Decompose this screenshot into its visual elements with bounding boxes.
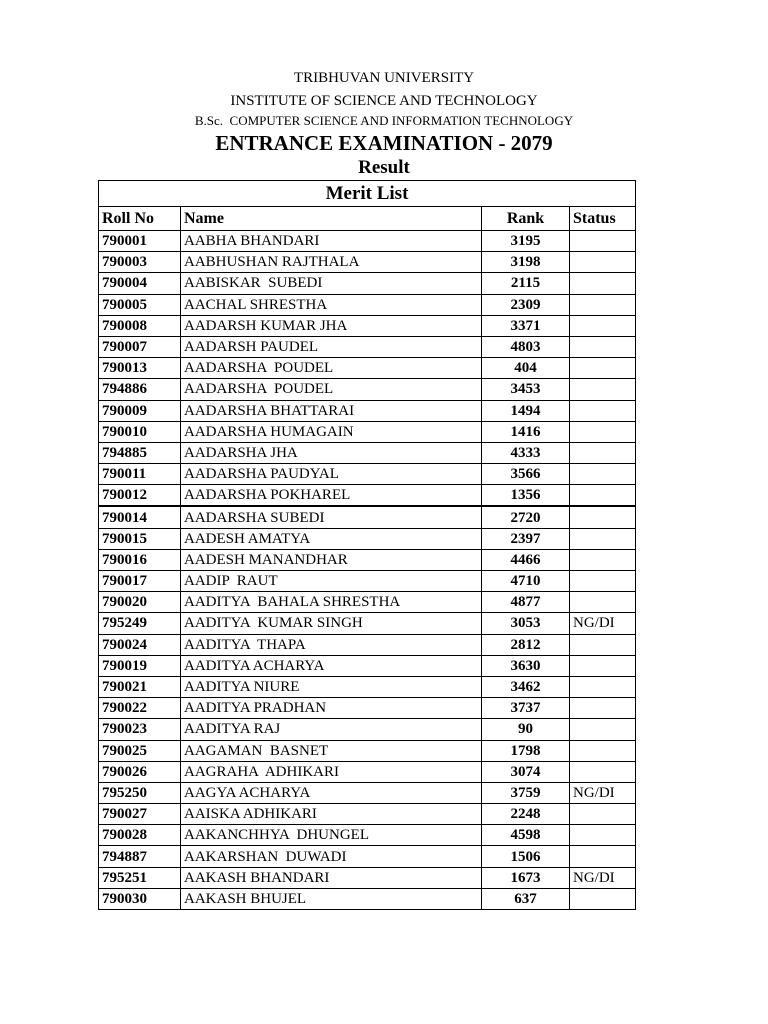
table-row	[99, 592, 636, 613]
roll-no-cell: 790001	[99, 231, 181, 252]
rank-cell: 2115	[482, 273, 570, 294]
table-row	[99, 571, 636, 592]
rank-cell: 1416	[482, 421, 570, 442]
name-cell: AADITYA THAPA	[181, 634, 482, 655]
status-cell	[570, 592, 636, 613]
roll-no-cell: 790026	[99, 761, 181, 782]
merit-list-table	[98, 180, 636, 910]
rank-cell: 3630	[482, 655, 570, 676]
roll-no-cell: 794887	[99, 846, 181, 867]
name-cell: AAKASH BHANDARI	[181, 867, 482, 888]
status-cell	[570, 571, 636, 592]
name-cell: AAKARSHAN DUWADI	[181, 846, 482, 867]
rank-cell: 404	[482, 358, 570, 379]
rank-cell: 1798	[482, 740, 570, 761]
roll-no-cell: 794886	[99, 379, 181, 400]
table-row	[99, 782, 636, 803]
roll-no-cell: 790012	[99, 485, 181, 507]
table-row	[99, 421, 636, 442]
name-cell: AADARSH PAUDEL	[181, 336, 482, 357]
rank-cell: 4710	[482, 571, 570, 592]
rank-cell: 637	[482, 888, 570, 909]
column-header-name: Name	[181, 207, 482, 231]
merit-list-title: Merit List	[99, 181, 636, 207]
status-cell	[570, 698, 636, 719]
roll-no-cell: 790014	[99, 506, 181, 528]
table-row	[99, 485, 636, 507]
status-cell	[570, 336, 636, 357]
rank-cell: 2397	[482, 528, 570, 549]
status-cell	[570, 273, 636, 294]
name-cell: AAISKA ADHIKARI	[181, 804, 482, 825]
table-row	[99, 613, 636, 634]
name-cell: AADARSHA PAUDYAL	[181, 464, 482, 485]
table-row	[99, 676, 636, 697]
status-cell	[570, 846, 636, 867]
name-cell: AADARSHA POKHAREL	[181, 485, 482, 507]
rank-cell: 4803	[482, 336, 570, 357]
status-cell	[570, 888, 636, 909]
status-cell: NG/DI	[570, 613, 636, 634]
university-name: TRIBHUVAN UNIVERSITY	[293, 70, 475, 86]
roll-no-cell: 790004	[99, 273, 181, 294]
status-cell	[570, 442, 636, 463]
roll-no-cell: 790008	[99, 315, 181, 336]
roll-no-cell: 790030	[99, 888, 181, 909]
rank-cell: 4877	[482, 592, 570, 613]
table-row	[99, 273, 636, 294]
name-cell: AADARSHA POUDEL	[181, 379, 482, 400]
status-cell	[570, 379, 636, 400]
name-cell: AADARSHA POUDEL	[181, 358, 482, 379]
table-row	[99, 231, 636, 252]
roll-no-cell: 790007	[99, 336, 181, 357]
roll-no-cell: 790027	[99, 804, 181, 825]
roll-no-cell: 794885	[99, 442, 181, 463]
rank-cell: 3462	[482, 676, 570, 697]
status-cell	[570, 485, 636, 507]
roll-no-cell: 790003	[99, 252, 181, 273]
rank-cell: 3737	[482, 698, 570, 719]
name-cell: AAGAMAN BASNET	[181, 740, 482, 761]
roll-no-cell: 790023	[99, 719, 181, 740]
table-row	[99, 655, 636, 676]
rank-cell: 2720	[482, 506, 570, 528]
name-cell: AADITYA PRADHAN	[181, 698, 482, 719]
rank-cell: 1506	[482, 846, 570, 867]
roll-no-cell: 790011	[99, 464, 181, 485]
roll-no-cell: 795249	[99, 613, 181, 634]
status-cell	[570, 506, 636, 528]
rank-cell: 1494	[482, 400, 570, 421]
table-row	[99, 294, 636, 315]
rank-cell: 4598	[482, 825, 570, 846]
roll-no-cell: 790025	[99, 740, 181, 761]
table-row	[99, 528, 636, 549]
table-row	[99, 252, 636, 273]
table-row	[99, 846, 636, 867]
status-cell	[570, 634, 636, 655]
table-row	[99, 549, 636, 570]
status-cell	[570, 231, 636, 252]
status-cell: NG/DI	[570, 867, 636, 888]
name-cell: AADARSHA JHA	[181, 442, 482, 463]
name-cell: AAGYA ACHARYA	[181, 782, 482, 803]
rank-cell: 90	[482, 719, 570, 740]
roll-no-cell: 790013	[99, 358, 181, 379]
status-cell	[570, 825, 636, 846]
name-cell: AADITYA RAJ	[181, 719, 482, 740]
rank-cell: 2812	[482, 634, 570, 655]
roll-no-cell: 790019	[99, 655, 181, 676]
status-cell	[570, 549, 636, 570]
name-cell: AABHUSHAN RAJTHALA	[181, 252, 482, 273]
roll-no-cell: 795250	[99, 782, 181, 803]
status-cell	[570, 804, 636, 825]
name-cell: AAGRAHA ADHIKARI	[181, 761, 482, 782]
table-row	[99, 336, 636, 357]
status-cell	[570, 528, 636, 549]
status-cell	[570, 358, 636, 379]
status-cell: NG/DI	[570, 782, 636, 803]
rank-cell: 4466	[482, 549, 570, 570]
name-cell: AADIP RAUT	[181, 571, 482, 592]
roll-no-cell: 790021	[99, 676, 181, 697]
table-row	[99, 804, 636, 825]
table-row	[99, 634, 636, 655]
table-row	[99, 464, 636, 485]
roll-no-cell: 790017	[99, 571, 181, 592]
name-cell: AADITYA ACHARYA	[181, 655, 482, 676]
roll-no-cell: 790016	[99, 549, 181, 570]
name-cell: AADARSH KUMAR JHA	[181, 315, 482, 336]
roll-no-cell: 790010	[99, 421, 181, 442]
name-cell: AADITYA BAHALA SHRESTHA	[181, 592, 482, 613]
name-cell: AADITYA NIURE	[181, 676, 482, 697]
status-cell	[570, 464, 636, 485]
status-cell	[570, 655, 636, 676]
status-cell	[570, 761, 636, 782]
table-row	[99, 506, 636, 528]
status-cell	[570, 252, 636, 273]
roll-no-cell: 790015	[99, 528, 181, 549]
rank-cell: 4333	[482, 442, 570, 463]
roll-no-cell: 790022	[99, 698, 181, 719]
institute-name: INSTITUTE OF SCIENCE AND TECHNOLOGY	[230, 93, 538, 109]
roll-no-cell: 795251	[99, 867, 181, 888]
rank-cell: 1356	[482, 485, 570, 507]
roll-no-cell: 790028	[99, 825, 181, 846]
rank-cell: 3453	[482, 379, 570, 400]
name-cell: AADESH AMATYA	[181, 528, 482, 549]
rank-cell: 3371	[482, 315, 570, 336]
table-row	[99, 698, 636, 719]
name-cell: AADARSHA BHATTARAI	[181, 400, 482, 421]
exam-title: ENTRANCE EXAMINATION - 2079	[215, 131, 553, 155]
table-row	[99, 358, 636, 379]
table-row	[99, 442, 636, 463]
status-cell	[570, 421, 636, 442]
rank-cell: 3053	[482, 613, 570, 634]
name-cell: AABHA BHANDARI	[181, 231, 482, 252]
rank-cell: 2248	[482, 804, 570, 825]
name-cell: AAKANCHHYA DHUNGEL	[181, 825, 482, 846]
name-cell: AADITYA KUMAR SINGH	[181, 613, 482, 634]
column-header-rank: Rank	[482, 207, 570, 231]
table-row	[99, 761, 636, 782]
name-cell: AACHAL SHRESTHA	[181, 294, 482, 315]
status-cell	[570, 315, 636, 336]
table-row	[99, 379, 636, 400]
name-cell: AABISKAR SUBEDI	[181, 273, 482, 294]
table-row	[99, 825, 636, 846]
rank-cell: 3074	[482, 761, 570, 782]
result-heading: Result	[358, 157, 410, 178]
name-cell: AADESH MANANDHAR	[181, 549, 482, 570]
rank-cell: 3198	[482, 252, 570, 273]
rank-cell: 2309	[482, 294, 570, 315]
roll-no-cell: 790005	[99, 294, 181, 315]
table-row	[99, 719, 636, 740]
status-cell	[570, 400, 636, 421]
status-cell	[570, 676, 636, 697]
rank-cell: 3566	[482, 464, 570, 485]
name-cell: AADARSHA HUMAGAIN	[181, 421, 482, 442]
column-header-roll-no: Roll No	[99, 207, 181, 231]
table-row	[99, 400, 636, 421]
table-row	[99, 867, 636, 888]
rank-cell: 1673	[482, 867, 570, 888]
table-row	[99, 315, 636, 336]
table-row	[99, 888, 636, 909]
table-body	[99, 231, 636, 910]
status-cell	[570, 740, 636, 761]
rank-cell: 3759	[482, 782, 570, 803]
name-cell: AADARSHA SUBEDI	[181, 506, 482, 528]
status-cell	[570, 294, 636, 315]
program-name: B.Sc. COMPUTER SCIENCE AND INFORMATION TECHNOLOGY	[194, 113, 574, 128]
name-cell: AAKASH BHUJEL	[181, 888, 482, 909]
roll-no-cell: 790009	[99, 400, 181, 421]
roll-no-cell: 790024	[99, 634, 181, 655]
rank-cell: 3195	[482, 231, 570, 252]
roll-no-cell: 790020	[99, 592, 181, 613]
status-cell	[570, 719, 636, 740]
column-header-status: Status	[570, 207, 636, 231]
table-row	[99, 740, 636, 761]
